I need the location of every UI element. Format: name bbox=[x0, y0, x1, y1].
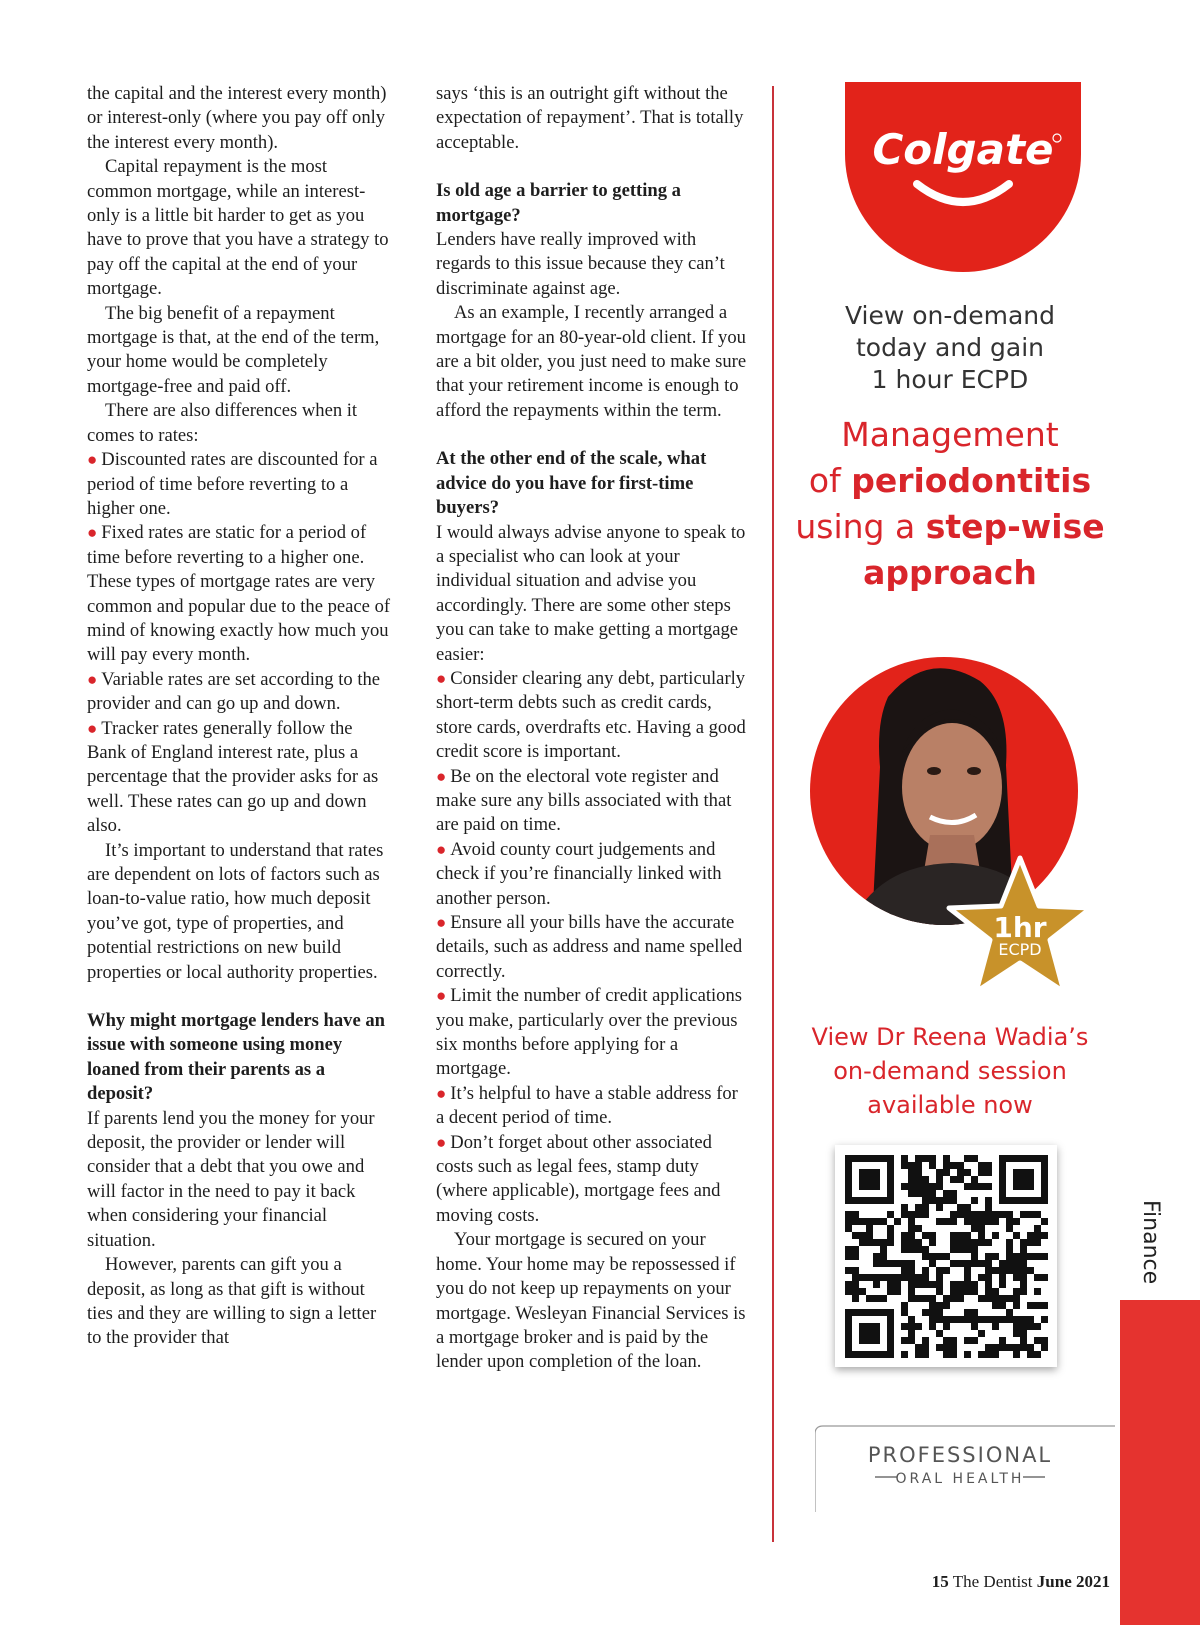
ad-call-to-action bbox=[780, 1020, 1120, 1122]
paragraph: Capital repayment is the most common mortgage, while an interest-only is a little bit harder to get as you have to prove that you have a strategy to pay off the capital at the end of your mortgage. bbox=[87, 156, 389, 300]
qr-code[interactable] bbox=[835, 1145, 1057, 1367]
ad-title-line: using a step-wise bbox=[795, 507, 1105, 546]
paragraph: The big benefit of a repayment mortgage is that, at the end of the term, your home would be completely mortgage-free and paid off. bbox=[87, 302, 380, 397]
paragraph: Lenders have really improved with regards to this issue because they can’t discriminate against age. bbox=[436, 229, 725, 299]
section-tab bbox=[1120, 1300, 1200, 1625]
bullet-item: ● It’s helpful to have a stable address for a decent period of time. bbox=[436, 1082, 749, 1131]
subheading: Why might mortgage lenders have an issue with someone using money loaned from their parents as a deposit? bbox=[87, 1010, 385, 1105]
ad-subtitle bbox=[780, 300, 1120, 396]
professional-oral-health-logo bbox=[815, 1422, 1115, 1512]
ad-subtitle-line: today and gain bbox=[856, 333, 1044, 362]
ad-title bbox=[780, 412, 1120, 596]
ad-title-line: of periodontitis bbox=[808, 461, 1092, 500]
ad-subtitle-line: View on-demand bbox=[844, 301, 1056, 330]
qr-code-pattern bbox=[835, 1145, 1057, 1367]
cta-line: on-demand session bbox=[833, 1057, 1067, 1085]
paragraph: As an example, I recently arranged a mortgage for an 80-year-old client. If you are a bit older, you just need to make sure that your retirement income is enough to afford the repayments within the term. bbox=[436, 302, 747, 421]
bullet-item: ● Tracker rates generally follow the Bank of England interest rate, plus a percentage that the provider asks for as well. These rates can go up and down also. bbox=[87, 717, 392, 839]
section-label: Finance bbox=[1138, 1200, 1163, 1285]
logo-text: PROFESSIONAL bbox=[867, 1443, 1053, 1467]
ad-title-line: Management bbox=[841, 415, 1059, 454]
paragraph: If parents lend you the money for your deposit, the provider or lender will consider that a debt that you owe and will factor in the need to pay it back when considering your financial situation. bbox=[87, 1107, 375, 1251]
paragraph: the capital and the interest every month) or interest-only (where you pay off only the interest every month). bbox=[87, 83, 387, 153]
cta-line: available now bbox=[867, 1091, 1033, 1119]
bullet-item: ● Consider clearing any debt, particularly short-term debts such as credit cards, store cards, overdrafts etc. Having a good credit score is important. bbox=[436, 667, 749, 765]
paragraph: says ‘this is an outright gift without the expectation of repayment’. That is totally acceptable. bbox=[436, 83, 744, 153]
colgate-logo bbox=[845, 82, 1081, 272]
star-text: 1hr bbox=[993, 911, 1047, 944]
ad-subtitle-line: 1 hour ECPD bbox=[871, 365, 1029, 394]
bullet-item: ● Variable rates are set according to the provider and can go up and down. bbox=[87, 668, 392, 717]
star-text: ECPD bbox=[998, 940, 1042, 959]
bullet-item: ● Avoid county court judgements and check if you’re financially linked with another person. bbox=[436, 838, 749, 911]
subheading: Is old age a barrier to getting a mortgage? bbox=[436, 180, 681, 226]
bullet-item: ● Limit the number of credit applications you make, particularly over the previous six months before applying for a mortgage. bbox=[436, 984, 749, 1082]
paragraph: Your mortgage is secured on your home. Your home may be repossessed if you do not keep up repayments on your mortgage. Wesleyan Financial Services is a mortgage broker and is paid by the lender upon completion of the loan. bbox=[436, 1229, 746, 1373]
subheading: At the other end of the scale, what advice do you have for first-time buyers? bbox=[436, 448, 707, 519]
colgate-advert bbox=[780, 82, 1120, 1542]
page-footer bbox=[932, 1572, 1110, 1592]
bullet-item: ● Ensure all your bills have the accurate details, such as address and name spelled correctly. bbox=[436, 911, 749, 984]
paragraph: However, parents can gift you a deposit, as long as that gift is without ties and they are willing to sign a letter to the provider that bbox=[87, 1254, 377, 1349]
page-number: 15 bbox=[931, 1572, 949, 1591]
ad-title-line: approach bbox=[863, 553, 1037, 592]
article-column-1 bbox=[87, 82, 392, 1351]
logo-text: ORAL HEALTH bbox=[895, 1471, 1025, 1487]
paragraph: I would always advise anyone to speak to a specialist who can look at your individual situation and advise you accordingly. There are some other steps you can take to make getting a mortgage easier: bbox=[436, 521, 746, 665]
colgate-wordmark: Colgate bbox=[872, 125, 1054, 174]
column-divider bbox=[772, 86, 774, 1542]
bullet-item: ● Discounted rates are discounted for a period of time before reverting to a higher one. bbox=[87, 448, 392, 521]
magazine-name: The Dentist bbox=[952, 1572, 1033, 1591]
issue-date: June 2021 bbox=[1036, 1572, 1110, 1591]
ecpd-star-badge bbox=[945, 852, 1095, 1002]
paragraph: There are also differences when it comes to rates: bbox=[87, 400, 358, 446]
bullet-item: ● Fixed rates are static for a period of time before reverting to a higher one. These types of mortgage rates are very common and popular due to the peace of mind of knowing exactly how much you will pay every month. bbox=[87, 521, 392, 667]
article-column-2 bbox=[436, 82, 749, 1375]
bullet-item: ● Be on the electoral vote register and make sure any bills associated with that are paid on time. bbox=[436, 765, 749, 838]
bullet-item: ● Don’t forget about other associated costs such as legal fees, stamp duty (where applicable), mortgage fees and moving costs. bbox=[436, 1131, 749, 1229]
paragraph: It’s important to understand that rates are dependent on lots of factors such as loan-to-value ratio, how much deposit you’ve got, type of properties, and potential restrictions on new build properties or local authority properties. bbox=[87, 839, 384, 983]
cta-line: View Dr Reena Wadia’s bbox=[811, 1023, 1089, 1051]
